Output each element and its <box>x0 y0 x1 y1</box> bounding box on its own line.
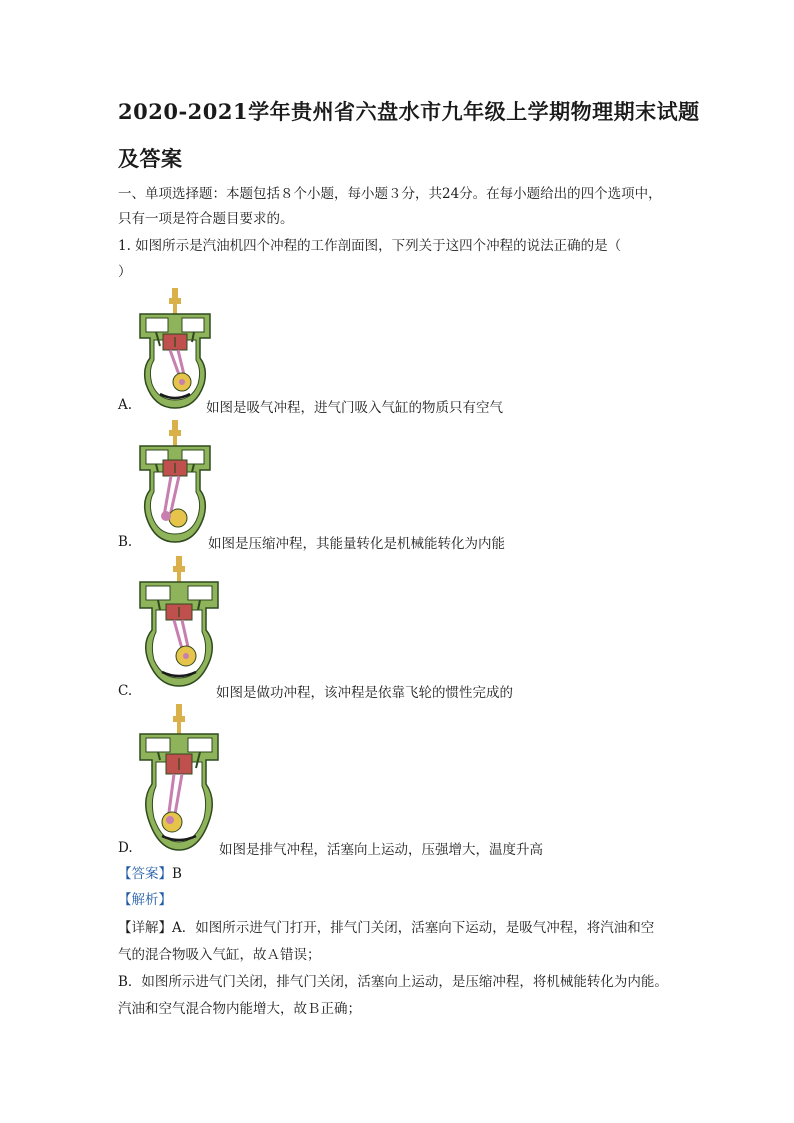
option-c-label: C. <box>118 683 133 699</box>
detail-line2: 气的混合物吸入气缸，故Ａ错误； <box>118 947 321 963</box>
detail-line3: B．如图所示进气门关闭，排气门关闭，活塞向上运动，是压缩冲程，将机械能转化为内能。 <box>118 974 668 990</box>
analysis-tag: 【解析】 <box>118 892 172 908</box>
doc-title-line1: 2020-2021学年贵州省六盘水市九年级上学期物理期末试题 <box>118 99 700 124</box>
doc-title-line2: 及答案 <box>118 146 183 171</box>
answer-tag: 【答案】 <box>118 866 172 882</box>
engine-exhaust-diagram-icon <box>138 704 222 854</box>
option-d-text: 如图是排气冲程，活塞向上运动，压强增大，温度升高 <box>219 842 543 858</box>
section-heading-line2: 只有一项是符合题目要求的。 <box>118 211 294 227</box>
section-heading-line1: 一、单项选择题：本题包括８个小题，每小题３分，共24分。在每小题给出的四个选项中， <box>118 186 662 202</box>
option-c-text: 如图是做功冲程，该冲程是依靠飞轮的惯性完成的 <box>216 685 513 701</box>
question-1-line2: ） <box>118 264 132 280</box>
option-b-text: 如图是压缩冲程，其能量转化是机械能转化为内能 <box>208 536 505 552</box>
option-a-label: A. <box>118 397 133 413</box>
engine-power-diagram-icon <box>138 556 222 688</box>
option-b-label: B. <box>118 534 133 550</box>
option-a-text: 如图是吸气冲程，进气门吸入气缸的物质只有空气 <box>206 400 503 416</box>
option-d-label: D. <box>118 840 133 856</box>
answer-line <box>118 862 182 882</box>
question-1-line1: 1. 如图所示是汽油机四个冲程的工作剖面图，下列关于这四个冲程的说法正确的是（ <box>118 238 622 254</box>
detail-line4: 汽油和空气混合物内能增大，故Ｂ正确； <box>118 1001 361 1017</box>
engine-compression-diagram-icon <box>138 420 214 544</box>
detail-line1: 【详解】A．如图所示进气门打开，排气门关闭，活塞向下运动，是吸气冲程，将汽油和空 <box>118 920 655 936</box>
engine-intake-diagram-icon <box>138 288 214 410</box>
answer-value: B <box>172 866 182 882</box>
